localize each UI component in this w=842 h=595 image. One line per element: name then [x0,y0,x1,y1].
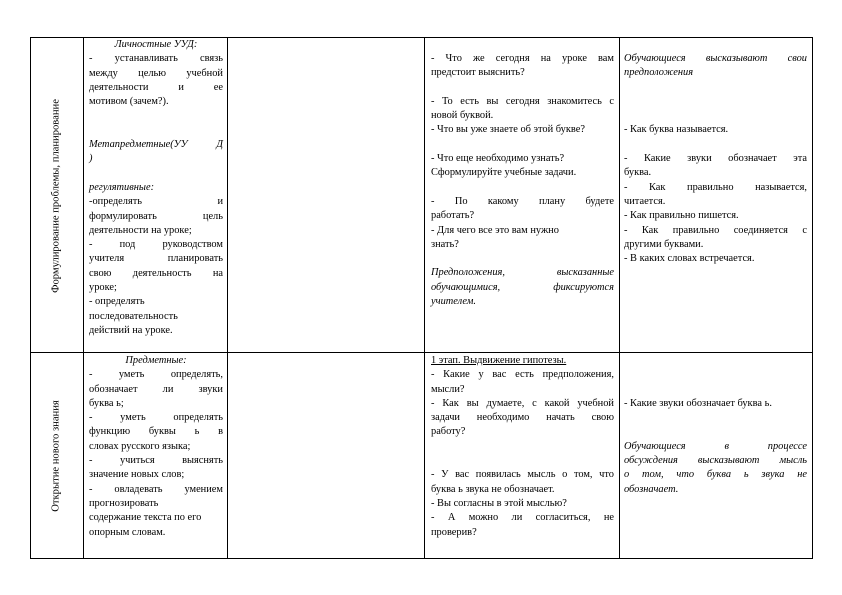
text-line [624,354,807,368]
text-line: другими буквами. [624,238,704,250]
uud-cell [89,38,223,338]
text-line: - Как вы думаете, с какой учебной [431,397,614,409]
text-line: читается. [624,195,666,207]
text-line: - Что еще необходимо узнать? [431,153,565,165]
text-line [431,138,614,152]
text-line: предстоит выяснить? [431,67,525,79]
text-line: - Как правильно соединяется с [624,224,807,236]
text-line: знать? [431,238,459,250]
text-line: - Какие у вас есть предположения, [431,369,614,381]
column-divider [83,37,84,559]
text-line: - Как правильно называется, [624,181,807,193]
text-line: - Какие звуки обозначает эта [624,153,807,165]
text-line: прогнозировать [89,497,159,509]
text-line: учителя планировать [89,253,223,265]
text-line: деятельности и ее [89,81,223,93]
text-line: Предметные: [125,355,187,366]
text-line: буква ь звука не обозначает. [431,483,555,495]
text-line [431,181,614,195]
text-line: Обучающиеся в процессе [624,440,807,452]
text-line [624,368,807,382]
text-line: обучающимися, фиксируются [431,281,614,293]
text-line: - У вас появилась мысль о том, что [431,469,614,481]
text-line: - Как буква называется. [624,124,729,136]
text-line: - определять [89,296,145,308]
text-line [624,81,807,95]
column-divider [619,37,620,559]
text-line: - устанавливать связь [89,53,223,65]
text-line: ) [89,153,93,165]
text-line: функцию буквы ь в [89,426,223,438]
text-line: - По какому плану будете [431,195,614,207]
text-line: Сформулируйте учебные задачи. [431,167,577,179]
students-cell [624,354,807,497]
text-line: учителем. [431,296,476,308]
text-line [89,124,223,138]
text-line: мысли? [431,383,465,395]
text-line: - То есть вы сегодня знакомитесь с [431,95,614,107]
text-line [431,454,614,468]
text-line: опорным словам. [89,526,166,538]
text-line: - овладевать умением [89,483,223,495]
table-border-bottom [30,558,812,559]
text-line: - под руководством [89,239,223,251]
text-line: обсуждения высказывают мысль [624,455,807,467]
table-border-left [30,37,31,559]
text-line: содержание текста по его [89,512,202,524]
text-line: словах русского языка; [89,440,191,452]
text-line: обозначает ли звуки [89,383,223,395]
text-line [624,425,807,439]
teacher-cell [431,52,614,309]
text-line [624,411,807,425]
column-divider [424,37,425,559]
text-line: - Что вы уже знаете об этой букве? [431,124,585,136]
text-line: - учиться выяснять [89,455,223,467]
text-line: - Для чего все это вам нужно [431,224,559,236]
text-line: мотивом (зачем?). [89,96,169,108]
text-line: - Как правильно пишется. [624,210,739,222]
text-line: задачи необходимо начать свою [431,412,614,424]
text-line: - Какие звуки обозначает буква ь. [624,397,772,409]
text-line: предположения [624,67,694,79]
stage-label: Открытие нового знания [50,400,62,512]
text-line: буква. [624,167,652,179]
text-line [431,81,614,95]
text-line: работу? [431,426,466,438]
text-line: - уметь определять, [89,369,223,381]
text-line: - В каких словах встречается. [624,253,755,265]
text-line: Метапредметные(УУ Д [89,139,223,151]
text-line: Предположения, высказанные [431,267,614,279]
text-line: регулятивные: [89,181,155,193]
text-line: проверив? [431,526,477,538]
students-cell [624,52,807,266]
row-divider [30,352,812,353]
text-line: обозначает. [624,483,679,495]
text-line: - Что же сегодня на уроке вам [431,53,614,64]
stage-label: Формулирование проблемы, планирование [50,99,62,293]
text-line: последовательность [89,310,178,322]
text-line: 1 этап. Выдвижение гипотезы. [431,355,567,366]
text-line: формулировать цель [89,210,223,222]
text-line [624,138,807,152]
text-line: значение новых слов; [89,469,185,481]
text-line: о том, что буква ь звука не [624,469,807,481]
text-line [89,167,223,181]
text-line [624,95,807,109]
text-line: - уметь определять [89,412,223,424]
text-line: Обучающиеся высказывают свои [624,53,807,64]
teacher-cell [431,354,614,540]
column-divider [227,37,228,559]
text-line [624,109,807,123]
text-line: уроке; [89,282,117,294]
text-line: - А можно ли согласиться, не [431,512,614,524]
text-line: между целью учебной [89,67,223,79]
text-line: - Вы согласны в этой мыслью? [431,497,567,509]
text-line: Личностные УУД: [114,39,198,50]
text-line [431,440,614,454]
text-line [624,383,807,397]
table-border-right [812,37,813,559]
text-line: свою деятельность на [89,267,223,279]
text-line: работать? [431,210,475,222]
uud-cell [89,354,223,540]
text-line [431,252,614,266]
text-line: новой буквой. [431,110,494,122]
text-line: -определять и [89,196,223,208]
text-line: буква ь; [89,397,124,409]
text-line: действий на уроке. [89,324,173,336]
text-line [89,109,223,123]
text-line: деятельности на уроке; [89,224,192,236]
